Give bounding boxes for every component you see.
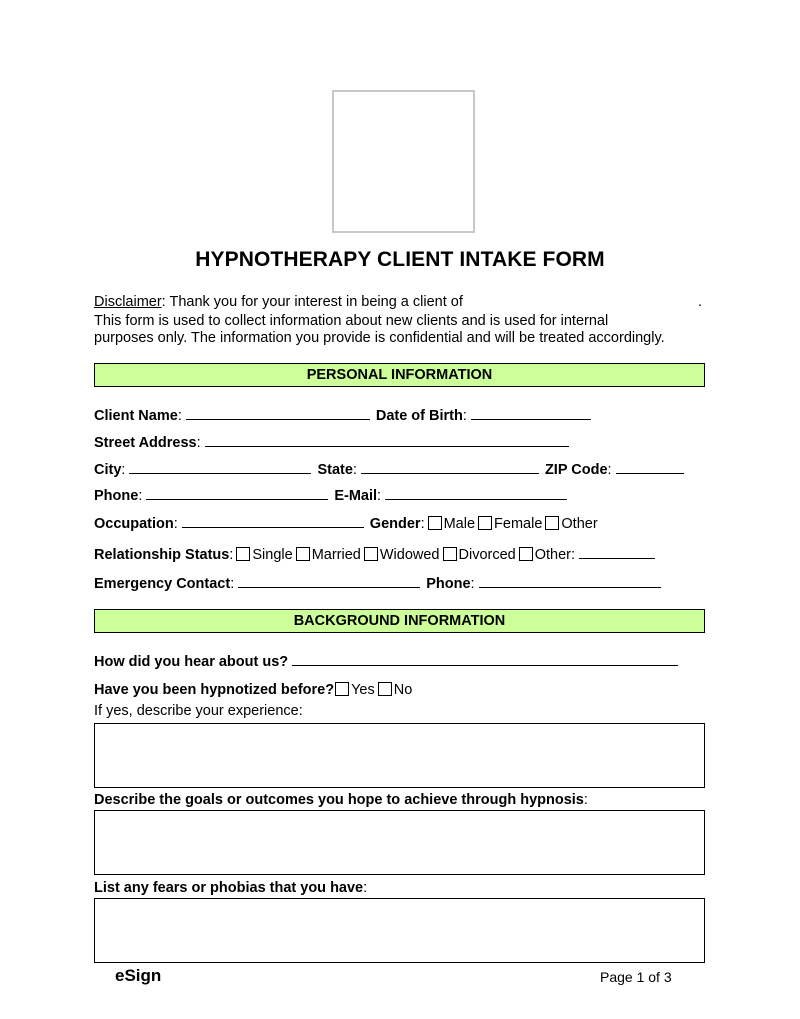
row-phone-email: Phone: E-Mail: bbox=[94, 485, 567, 505]
status-widowed-checkbox[interactable] bbox=[364, 547, 378, 561]
occupation-label: Occupation bbox=[94, 516, 174, 532]
zip-code-label: ZIP Code bbox=[544, 462, 608, 478]
gender-female-checkbox[interactable] bbox=[478, 516, 492, 530]
hypnotized-yes-checkbox[interactable] bbox=[335, 682, 349, 696]
hypnotized-no-label: No bbox=[393, 682, 413, 698]
status-married-label: Married bbox=[311, 547, 361, 563]
row-client-name: Client Name: Date of Birth: bbox=[94, 405, 591, 425]
date-of-birth-field[interactable] bbox=[471, 405, 591, 420]
page-number: Page 1 of 3 bbox=[600, 969, 672, 985]
disclaimer-line-1 bbox=[94, 292, 724, 312]
fears-textbox[interactable] bbox=[94, 898, 705, 963]
row-hypnotized-before bbox=[94, 680, 412, 700]
form-title: HYPNOTHERAPY CLIENT INTAKE FORM bbox=[195, 248, 605, 271]
emergency-phone-field[interactable] bbox=[479, 573, 661, 588]
fears-label: List any fears or phobias that you have bbox=[94, 880, 364, 896]
client-name-field[interactable] bbox=[186, 405, 370, 420]
disclaimer-period: . bbox=[698, 294, 703, 310]
disclaimer-text-1: : Thank you for your interest in being a client of bbox=[161, 294, 463, 310]
status-divorced-checkbox[interactable] bbox=[443, 547, 457, 561]
gender-label: Gender bbox=[369, 516, 421, 532]
emergency-contact-field[interactable] bbox=[238, 573, 420, 588]
phone-label: Phone bbox=[94, 488, 139, 504]
status-divorced-label: Divorced bbox=[458, 547, 516, 563]
city-label: City bbox=[94, 462, 122, 478]
email-label: E-Mail bbox=[334, 488, 378, 504]
disclaimer-line-3: purposes only. The information you provide is confidential and will be treated accordingly. bbox=[94, 330, 665, 346]
emergency-phone-label: Phone bbox=[426, 576, 471, 592]
hypnotized-label: Have you been hypnotized before? bbox=[94, 682, 335, 698]
disclaimer-line-2: This form is used to collect information about new clients and is used for internal bbox=[94, 313, 609, 329]
disclaimer-label: Disclaimer bbox=[94, 294, 162, 310]
street-address-field[interactable] bbox=[205, 432, 569, 447]
goals-label: Describe the goals or outcomes you hope to achieve through hypnosis bbox=[94, 792, 584, 808]
status-other-checkbox[interactable] bbox=[519, 547, 533, 561]
state-label: State bbox=[317, 462, 353, 478]
hear-about-label: How did you hear about us? bbox=[94, 654, 289, 670]
gender-male-checkbox[interactable] bbox=[428, 516, 442, 530]
experience-textbox[interactable] bbox=[94, 723, 705, 788]
describe-experience-label: If yes, describe your experience: bbox=[94, 703, 303, 719]
background-info-header: BACKGROUND INFORMATION bbox=[94, 609, 705, 633]
status-other-label: Other: bbox=[534, 547, 576, 563]
row-relationship-status: Relationship Status: Single Married Widowed Divorced Other: bbox=[94, 544, 655, 564]
row-street-address: Street Address: bbox=[94, 432, 569, 452]
emergency-contact-label: Emergency Contact bbox=[94, 576, 231, 592]
gender-male-label: Male bbox=[443, 516, 476, 532]
logo-placeholder bbox=[332, 90, 475, 233]
hypnotized-yes-label: Yes bbox=[351, 682, 375, 698]
row-occupation-gender: Occupation: Gender: Male Female Other bbox=[94, 513, 598, 533]
phone-field[interactable] bbox=[146, 485, 328, 500]
date-of-birth-label: Date of Birth bbox=[375, 408, 463, 424]
gender-female-label: Female bbox=[494, 516, 543, 532]
row-fears: List any fears or phobias that you have: bbox=[94, 880, 368, 896]
goals-textbox[interactable] bbox=[94, 810, 705, 875]
status-single-label: Single bbox=[252, 547, 293, 563]
status-other-field[interactable] bbox=[579, 544, 655, 559]
gender-other-checkbox[interactable] bbox=[545, 516, 559, 530]
state-field[interactable] bbox=[361, 459, 539, 474]
street-address-label: Street Address bbox=[94, 435, 197, 451]
row-goals: Describe the goals or outcomes you hope to achieve through hypnosis: bbox=[94, 792, 588, 808]
city-field[interactable] bbox=[129, 459, 311, 474]
status-married-checkbox[interactable] bbox=[296, 547, 310, 561]
row-city-state-zip: City: State: ZIP Code: bbox=[94, 459, 684, 479]
relationship-status-label: Relationship Status bbox=[94, 547, 230, 563]
status-single-checkbox[interactable] bbox=[236, 547, 250, 561]
gender-other-label: Other bbox=[561, 516, 598, 532]
row-hear-about bbox=[94, 651, 678, 671]
hear-about-field[interactable] bbox=[292, 651, 678, 666]
esign-logo: eSign bbox=[115, 966, 162, 985]
hypnotized-no-checkbox[interactable] bbox=[378, 682, 392, 696]
client-name-label: Client Name bbox=[94, 408, 178, 424]
occupation-field[interactable] bbox=[182, 513, 364, 528]
status-widowed-label: Widowed bbox=[379, 547, 440, 563]
personal-info-header: PERSONAL INFORMATION bbox=[94, 363, 705, 387]
zip-code-field[interactable] bbox=[616, 459, 684, 474]
row-emergency-contact: Emergency Contact: Phone: bbox=[94, 573, 661, 593]
email-field[interactable] bbox=[385, 485, 567, 500]
